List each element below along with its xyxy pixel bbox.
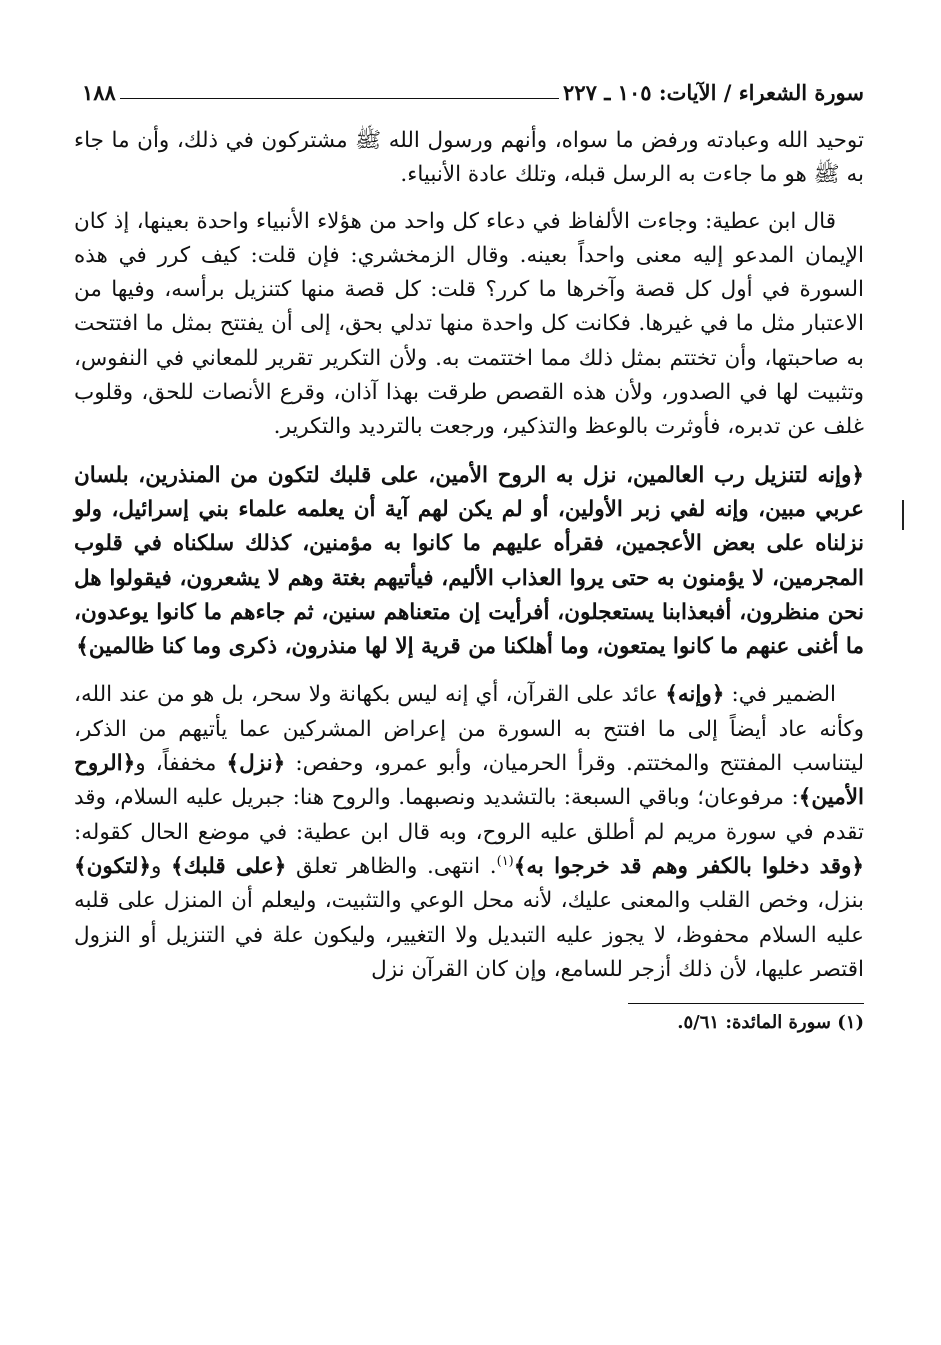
footnote-separator — [628, 1003, 864, 1004]
commentary-text: بنزل، وخص القلب والمعنى عليك، لأنه محل الوعي والتثبيت، وليعلم أن المنزل على قلبه عليه السلام محفوظ، لا يجوز عليه التبديل ولا التغيير، وليكون علة في التنزيل أو النزول اقتصر عليها، لأن ذلك أزجر للسامع، وإن كان القرآن نزل — [74, 888, 864, 982]
quran-reference: ﴿وقد دخلوا بالكفر وهم قد خرجوا به﴾ — [513, 853, 865, 879]
footnote: (١) سورة المائدة: ٥/٦١. — [677, 1012, 864, 1034]
intro-paragraph: توحيد الله وعبادته ورفض ما سواه، وأنهم ورسول الله ﷺ مشتركون في ذلك، وأن ما جاء به ﷺ هو ما جاءت به الرسل قبله، وتلك عادة الأنبياء. — [74, 128, 864, 188]
footnote-marker: (١) — [496, 853, 514, 869]
running-head — [74, 70, 864, 106]
quote-text: وإنه لتنزيل رب العالمين، نزل به الروح الأمين، على قلبك لتكون من المنذرين، بلسان عربي مبين، وإنه لفي زبر الأولين، أو لم يكن لهم آية أن يعلمه علماء بني إسرائيل، ولو نزلناه على بعض الأعجمين، فقرأه عليهم ما كانوا به مؤمنين، كذلك سلكناه في قلوب المجرمين، لا يؤمنون به حتى يروا العذاب الأليم، فيأتيهم بغتة وهم لا يشعرون، فيقولوا هل نحن منظرون، أفبعذابنا يستعجلون، أفرأيت إن متعناهم سنين، ثم جاءهم ما كانوا يوعدون، ما أغنى عنهم ما كانوا يمتعون، وما أهلكنا من قرية إلا لها منذرون، ذكرى وما كنا ظالمين — [74, 462, 864, 660]
commentary-text: عائد على القرآن، أي إنه ليس بكهانة ولا سحر، بل هو من عند الله، وكأنه عاد أيضاً إلى ما افتتح به السورة من إعراض المشركين عما يأتيهم من الذكر، ليتناسب المفتتح والمختتم. وقرأ الحرميان، وأبو عمرو، وحفص: — [74, 682, 864, 777]
margin-mark — [902, 500, 904, 530]
book-page — [74, 70, 864, 1310]
ibn-atiyya-paragraph: قال ابن عطية: وجاءت الألفاظ في دعاء كل واحد من هؤلاء الأنبياء واحدة بعينها، إذ كان الإيمان المدعو إليه معنى واحداً بعينه. وقال الزمخشري: فإن قلت: كيف كرر في هذه السورة في أول كل قصة وآخرها ما كرر؟ قلت: كل قصة منها كتنزيل برأسه، وفيها من الاعتبار مثل ما في غيرها. فكانت كل واحدة منها تدلي بحق، إلى أن يفتتح بمثل ما افتتحت به صاحبتها، وأن تختتم بمثل ذلك مما اختتمت به. ولأن التكرير تقرير للمعاني في النفوس، وتثبيت لها في الصدور، ولأن هذه القصص طرقت بهذا آذان، وقرع الأنصات للحق، وقلوب غلف عن تدبره، فأوثرت بالوعظ والتذكير، ورجعت بالترديد والتكرير. — [74, 208, 864, 440]
quran-quote-paragraph — [74, 459, 864, 665]
quran-reference: ﴿على قلبك﴾ — [171, 853, 287, 879]
commentary-text: . انتهى. والظاهر تعلق — [286, 853, 497, 879]
commentary-paragraph — [74, 678, 864, 987]
commentary-text: مخففاً، و — [135, 751, 227, 777]
quote-close-bracket: ﴾ — [76, 634, 89, 660]
commentary-text: الضمير في: — [724, 682, 836, 708]
commentary-text: و — [151, 853, 172, 879]
quran-reference: ﴿لتكون﴾ — [74, 853, 152, 879]
quran-reference: ﴿الروح الأمين﴾ — [74, 751, 864, 811]
quote-open-bracket: ﴿ — [851, 462, 864, 488]
surah-title: سورة الشعراء / الآيات: ١٠٥ ـ ٢٢٧ — [563, 80, 864, 105]
commentary-text: : مرفوعان؛ وباقي السبعة: بالتشديد ونصبهما. والروح هنا: جبريل عليه السلام، وقد تقدم في سورة مريم لم أطلق عليه الروح، وبه قال ابن عطية: في موضع الحال كقوله: — [74, 785, 864, 845]
quran-reference: ﴿وإنه﴾ — [665, 682, 725, 708]
page-number: ١٨٨ — [82, 80, 116, 105]
quran-reference: ﴿نزل﴾ — [226, 751, 286, 777]
header-rule — [120, 98, 559, 99]
